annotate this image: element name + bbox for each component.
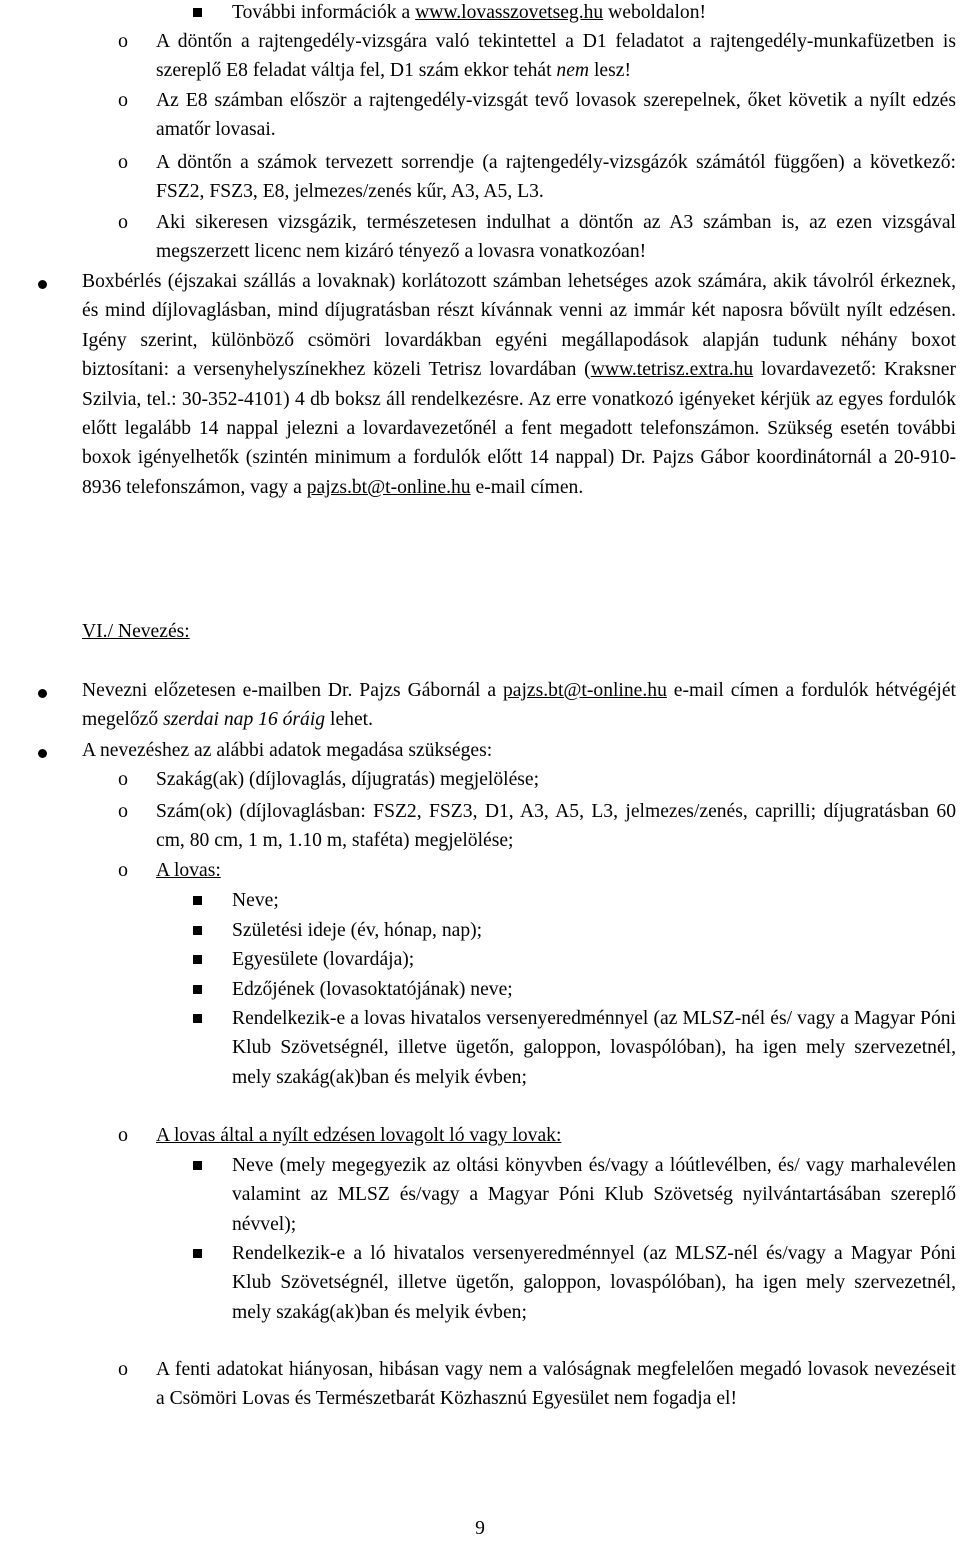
page-number: 9 (475, 1518, 485, 1539)
circle-bullet-icon: o (118, 768, 128, 790)
req-discipline: Szakág(ak) (díjlovaglás, díjugratás) megjelölése; (156, 769, 540, 790)
req-rider-heading: A lovas: (156, 860, 221, 881)
square-bullet-icon (193, 1249, 202, 1258)
data-intro: A nevezéshez az alábbi adatok megadása szükséges: (82, 740, 493, 761)
more-info-line (232, 0, 956, 27)
box-email-link[interactable]: pajzs.bt@t-online.hu (306, 476, 471, 498)
note-planned-order: A döntőn a számok tervezett sorrendje (a rajtengedély-vizsgázók számától függően) a következő: FSZ2, FSZ3, E8, jelmezes/zenés kűr, A3, A5, L3. (156, 152, 956, 203)
square-bullet-icon (193, 1161, 202, 1170)
disc-bullet-icon (38, 749, 47, 758)
entry-text-3: lehet. (325, 709, 373, 731)
horse-results: Rendelkezik-e a ló hivatalos versenyeredménnyel (az MLSZ-nél és/vagy a Magyar Póni Klub Szövetségnél, illetve ügetőn, galoppon, lovaspólóban), ha igen mely szervezetnél, mely szakág(ak)ban és melyik évben; (232, 1243, 956, 1323)
note-license: Aki sikeresen vizsgázik, természetesen indulhat a döntőn az A3 számban is, az ezen vizsgával megszerzett licenc nem kizáró tényező a lovasra vonatkozóan! (156, 212, 956, 263)
req-horse-heading: A lovas által a nyílt edzésen lovagolt ló vagy lovak: (156, 1125, 562, 1146)
entry-deadline-emphasis: szerdai nap 16 óráig (163, 709, 326, 731)
box-rental-text-1: Boxbérlés (éjszakai szállás a lovaknak) korlátozott számban lehetséges azok számára, akik távolról érkeznek, és mind díjlovaglásban, mind díjugratásban részt kívánnak venni az immár két naposra bővült nyílt edzésen. Igény szerint, különböző csömöri lovardákban egyéni megállapodások alapján tudunk néhány boxot biztosítani: a versenyhelyszínekhez közeli Tetrisz lovardában ( (82, 271, 956, 381)
lovasszovetseg-link[interactable]: www.lovasszovetseg.hu (415, 2, 604, 23)
circle-bullet-icon: o (118, 211, 128, 233)
circle-bullet-icon: o (118, 89, 128, 111)
note-d1-emphasis: nem (556, 60, 590, 82)
entry-deadline-paragraph (82, 676, 956, 735)
rider-club: Egyesülete (lovardája); (232, 949, 415, 970)
note-e8-order: Az E8 számban először a rajtengedély-vizsgát tevő lovasok szerepelnek, őket követik a nyílt edzés amatőr lovasai. (156, 90, 956, 141)
rider-results: Rendelkezik-e a lovas hivatalos versenyeredménnyel (az MLSZ-nél és/ vagy a Magyar Póni Klub Szövetségnél, illetve ügetőn, galoppon, lovaspólóban), ha igen mely szervezetnél, mely szakág(ak)ban és melyik évben; (232, 1008, 956, 1088)
disc-bullet-icon (38, 280, 47, 289)
circle-bullet-icon: o (118, 151, 128, 173)
req-events: Szám(ok) (díjlovaglásban: FSZ2, FSZ3, D1, A3, A5, L3, jelmezes/zenés, caprilli; díjugratásban 60 cm, 80 cm, 1 m, 1.10 m, staféta) megjelölése; (156, 801, 956, 852)
circle-bullet-icon: o (118, 800, 128, 822)
section-heading: VI./ Nevezés: (82, 621, 190, 642)
square-bullet-icon (193, 926, 202, 935)
square-bullet-icon (193, 896, 202, 905)
entry-email-link[interactable]: pajzs.bt@t-online.hu (502, 680, 667, 701)
tetrisz-link[interactable]: www.tetrisz.extra.hu (590, 359, 754, 381)
box-rental-paragraph (82, 267, 956, 502)
circle-bullet-icon: o (118, 1358, 128, 1380)
square-bullet-icon (193, 8, 202, 17)
note-d1-suffix: lesz! (589, 60, 631, 82)
box-rental-text-3: e-mail címen. (470, 476, 584, 498)
circle-bullet-icon: o (118, 859, 128, 881)
horse-name: Neve (mely megegyezik az oltási könyvben és/vagy a lóútlevélben, és/ vagy marhalevélen valamint az MLSZ és/vagy a Magyar Póni Klub Szövetség nyilvántartásában szereplő névvel); (232, 1155, 956, 1235)
square-bullet-icon (193, 955, 202, 964)
more-info-suffix: weboldalon! (603, 2, 707, 23)
rider-name: Neve; (232, 890, 279, 911)
entry-text-1: Nevezni előzetesen e-mailben Dr. Pajzs Gábornál a (82, 680, 503, 701)
square-bullet-icon (193, 1014, 202, 1023)
box-rental-text-2: lovardavezető: Kraksner Szilvia, tel.: 30-352-4101) 4 db boksz áll rendelkezésre. Az erre vonatkozó igényeket kérjük az egyes fordulók előtt legalább 14 nappal jelezni a lovardavezetőnél a fent megadott telefonszámon. Szükség esetén további boxok igényelhetők (szintén minimum a fordulók előtt 14 nappal) Dr. Pajzs Gábor koordinátornál a 20-910-8936 telefonszámon, vagy a (82, 359, 956, 498)
more-info-prefix: További információk a (232, 2, 416, 23)
rider-coach: Edzőjének (lovasoktatójának) neve; (232, 979, 513, 1000)
square-bullet-icon (193, 985, 202, 994)
entry-text-2: e-mail címen a fordulók hétvégéjét megelőző (82, 680, 956, 731)
req-warning: A fenti adatokat hiányosan, hibásan vagy nem a valóságnak megfelelően megadó lovasok nevezéseit a Csömöri Lovas és Természetbarát Közhasznú Egyesület nem fogadja el! (156, 1359, 956, 1410)
circle-bullet-icon: o (118, 1124, 128, 1146)
disc-bullet-icon (38, 689, 47, 698)
note-d1-text: A döntőn a rajtengedély-vizsgára való tekintettel a D1 feladatot a rajtengedély-munkafüzetben is szereplő E8 feladat váltja fel, D1 szám ekkor tehát (156, 31, 956, 82)
circle-bullet-icon: o (118, 30, 128, 52)
note-d1-replacement (156, 27, 956, 86)
rider-birthdate: Születési ideje (év, hónap, nap); (232, 920, 483, 941)
